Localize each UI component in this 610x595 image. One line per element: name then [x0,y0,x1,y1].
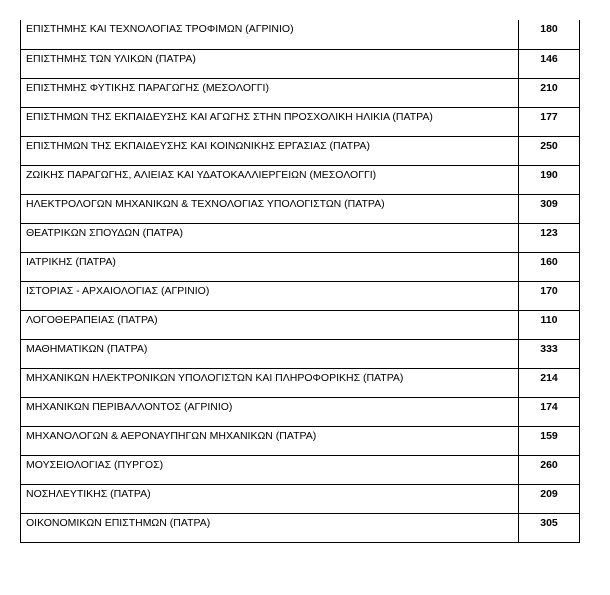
department-value: 250 [540,140,558,152]
department-value: 174 [540,401,558,413]
table-row [21,49,579,78]
table-row [21,223,579,252]
department-value: 333 [540,343,558,355]
table-row [21,78,579,107]
table-row [21,455,579,484]
table-row [21,397,579,426]
department-name: ΖΩΙΚΗΣ ΠΑΡΑΓΩΓΗΣ, ΑΛΙΕΙΑΣ ΚΑΙ ΥΔΑΤΟΚΑΛΛΙΕΡΓΕΙΩΝ (ΜΕΣΟΛΟΓΓΙ) [21,166,519,194]
department-name: ΘΕΑΤΡΙΚΩΝ ΣΠΟΥΔΩΝ (ΠΑΤΡΑ) [21,224,519,252]
table-row [21,107,579,136]
table-row [21,339,579,368]
table-row [21,136,579,165]
department-value: 180 [540,23,558,35]
department-value: 190 [540,169,558,181]
department-value: 210 [540,82,558,94]
table-row [21,165,579,194]
department-value: 305 [540,517,558,529]
department-name: ΜΗΧΑΝΙΚΩΝ ΗΛΕΚΤΡΟΝΙΚΩΝ ΥΠΟΛΟΓΙΣΤΩΝ ΚΑΙ ΠΛΗΡΟΦΟΡΙΚΗΣ (ΠΑΤΡΑ) [21,369,519,397]
department-value: 260 [540,459,558,471]
department-name: ΕΠΙΣΤΗΜΗΣ ΦΥΤΙΚΗΣ ΠΑΡΑΓΩΓΗΣ (ΜΕΣΟΛΟΓΓΙ) [21,79,519,107]
table-row [21,426,579,455]
table-row [21,20,579,49]
department-name: ΙΣΤΟΡΙΑΣ - ΑΡΧΑΙΟΛΟΓΙΑΣ (ΑΓΡΙΝΙΟ) [21,282,519,310]
department-name: ΟΙΚΟΝΟΜΙΚΩΝ ΕΠΙΣΤΗΜΩΝ (ΠΑΤΡΑ) [21,514,519,542]
department-name: ΜΑΘΗΜΑΤΙΚΩΝ (ΠΑΤΡΑ) [21,340,519,368]
department-name: ΝΟΣΗΛΕΥΤΙΚΗΣ (ΠΑΤΡΑ) [21,485,519,513]
departments-table [20,20,580,543]
department-name: ΕΠΙΣΤΗΜΗΣ ΤΩΝ ΥΛΙΚΩΝ (ΠΑΤΡΑ) [21,50,519,78]
table-row [21,513,579,542]
department-name: ΛΟΓΟΘΕΡΑΠΕΙΑΣ (ΠΑΤΡΑ) [21,311,519,339]
table-row [21,310,579,339]
department-value: 309 [540,198,558,210]
department-name: ΙΑΤΡΙΚΗΣ (ΠΑΤΡΑ) [21,253,519,281]
department-name: ΜΗΧΑΝΟΛΟΓΩΝ & ΑΕΡΟΝΑΥΠΗΓΩΝ ΜΗΧΑΝΙΚΩΝ (ΠΑΤΡΑ) [21,427,519,455]
table-row [21,368,579,397]
department-name: ΕΠΙΣΤΗΜΩΝ ΤΗΣ ΕΚΠΑΙΔΕΥΣΗΣ ΚΑΙ ΚΟΙΝΩΝΙΚΗΣ ΕΡΓΑΣΙΑΣ (ΠΑΤΡΑ) [21,137,519,165]
table-row [21,194,579,223]
department-value: 160 [540,256,558,268]
department-value: 170 [540,285,558,297]
department-value: 209 [540,488,558,500]
department-name: ΗΛΕΚΤΡΟΛΟΓΩΝ ΜΗΧΑΝΙΚΩΝ & ΤΕΧΝΟΛΟΓΙΑΣ ΥΠΟΛΟΓΙΣΤΩΝ (ΠΑΤΡΑ) [21,195,519,223]
table-row [21,252,579,281]
department-value: 123 [540,227,558,239]
table-row [21,281,579,310]
department-value: 159 [540,430,558,442]
table-row [21,484,579,513]
department-value: 214 [540,372,558,384]
department-value: 177 [540,111,558,123]
department-name: ΕΠΙΣΤΗΜΗΣ ΚΑΙ ΤΕΧΝΟΛΟΓΙΑΣ ΤΡΟΦΙΜΩΝ (ΑΓΡΙΝΙΟ) [21,20,519,49]
department-name: ΜΗΧΑΝΙΚΩΝ ΠΕΡΙΒΑΛΛΟΝΤΟΣ (ΑΓΡΙΝΙΟ) [21,398,519,426]
department-name: ΜΟΥΣΕΙΟΛΟΓΙΑΣ (ΠΥΡΓΟΣ) [21,456,519,484]
department-value: 146 [540,53,558,65]
department-name: ΕΠΙΣΤΗΜΩΝ ΤΗΣ ΕΚΠΑΙΔΕΥΣΗΣ ΚΑΙ ΑΓΩΓΗΣ ΣΤΗΝ ΠΡΟΣΧΟΛΙΚΗ ΗΛΙΚΙΑ (ΠΑΤΡΑ) [21,108,519,136]
department-value: 110 [540,314,558,326]
